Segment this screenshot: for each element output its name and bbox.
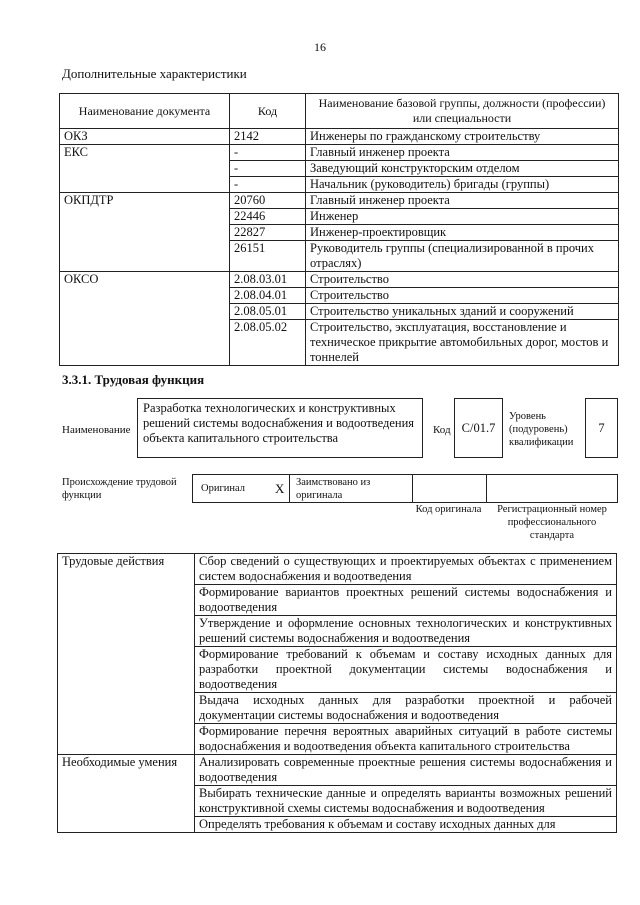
item-cell: Выдача исходных данных для разработки проектной и рабочей документации системы водоснабжения и водоотведения — [195, 693, 617, 724]
code-label: Код — [433, 424, 451, 436]
code-value: С/01.7 — [461, 421, 496, 435]
item-cell: Сбор сведений о существующих и проектируемых объектах с применением систем водоснабжения и водоотведения — [195, 554, 617, 585]
code-cell: - — [230, 145, 306, 161]
code-cell: 22446 — [230, 209, 306, 225]
borrowed-box — [289, 474, 413, 503]
code-cell: 2.08.05.02 — [230, 320, 306, 366]
name-cell: Главный инженер проекта — [306, 193, 619, 209]
table-row — [60, 145, 619, 161]
code-original-label: Код оригинала — [415, 504, 482, 515]
name-cell: Главный инженер проекта — [306, 145, 619, 161]
doc-cell: ОКСО — [60, 272, 230, 366]
doc-cell: ОКЗ — [60, 129, 230, 145]
code-cell: 22827 — [230, 225, 306, 241]
reg-number-box — [486, 474, 618, 503]
doc-cell: ЕКС — [60, 145, 230, 193]
code-original-box — [412, 474, 487, 503]
category-cell: Трудовые действия — [58, 554, 195, 755]
header-code: Код — [230, 94, 306, 129]
code-box — [454, 398, 503, 458]
code-cell: 2.08.04.01 — [230, 288, 306, 304]
original-mark: X — [275, 481, 285, 496]
name-cell: Строительство — [306, 272, 619, 288]
page-number: 16 — [314, 40, 326, 54]
name-label: Наименование — [62, 424, 131, 436]
name-cell: Руководитель группы (специализированной в прочих отраслях) — [306, 241, 619, 272]
name-cell: Инженер — [306, 209, 619, 225]
code-cell: 20760 — [230, 193, 306, 209]
code-cell: - — [230, 177, 306, 193]
origin-label: Происхождение трудовой функции — [62, 477, 177, 501]
borrowed-label: Заимствовано из оригинала — [296, 477, 371, 501]
table-row — [60, 129, 619, 145]
additional-characteristics-table — [59, 93, 619, 366]
item-cell: Формирование вариантов проектных решений системы водоснабжения и водоотведения — [195, 585, 617, 616]
name-cell: Начальник (руководитель) бригады (группы) — [306, 177, 619, 193]
original-label: Оригинал — [201, 483, 245, 494]
function-title: 3.3.1. Трудовая функция — [62, 372, 205, 387]
item-cell: Определять требования к объемам и составу исходных данных для — [195, 817, 617, 833]
table-row — [60, 272, 619, 288]
original-box — [192, 474, 290, 503]
function-details-table — [57, 553, 617, 833]
name-cell: Инженеры по гражданскому строительству — [306, 129, 619, 145]
header-name: Наименование базовой группы, должности (профессии) или специальности — [306, 94, 619, 129]
category-cell: Необходимые умения — [58, 755, 195, 833]
item-cell: Анализировать современные проектные решения системы водоснабжения и водоотведения — [195, 755, 617, 786]
code-cell: 26151 — [230, 241, 306, 272]
code-cell: - — [230, 161, 306, 177]
function-name-value: Разработка технологических и конструктивных решений системы водоснабжения и водоотведения объекта капитального строительства — [143, 401, 415, 445]
level-label: Уровень (подуровень) квалификации — [509, 411, 574, 448]
code-cell: 2.08.05.01 — [230, 304, 306, 320]
header-doc: Наименование документа — [60, 94, 230, 129]
name-cell: Инженер-проектировщик — [306, 225, 619, 241]
name-cell: Строительство, эксплуатация, восстановление и техническое прикрытие автомобильных дорог, мостов и тоннелей — [306, 320, 619, 366]
function-name-box — [137, 398, 423, 458]
name-cell: Заведующий конструкторским отделом — [306, 161, 619, 177]
item-cell: Формирование перечня вероятных аварийных ситуаций в работе системы водоснабжения и водоотведения объекта капитального строительства — [195, 724, 617, 755]
table-row — [58, 755, 617, 786]
section-heading: Дополнительные характеристики — [62, 66, 247, 81]
item-cell: Формирование требований к объемам и составу исходных данных для разработки проектной документации системы водоснабжения и водоотведения — [195, 647, 617, 693]
item-cell: Выбирать технические данные и определять варианты возможных решений конструктивной схемы системы водоснабжения и водоотведения — [195, 786, 617, 817]
level-value: 7 — [598, 421, 605, 435]
table-header-row — [60, 94, 619, 129]
item-cell: Утверждение и оформление основных технологических и конструктивных решений системы водоснабжения и водоотведения — [195, 616, 617, 647]
name-cell: Строительство уникальных зданий и сооружений — [306, 304, 619, 320]
table-row — [60, 193, 619, 209]
doc-cell: ОКПДТР — [60, 193, 230, 272]
level-box — [585, 398, 618, 458]
code-cell: 2.08.03.01 — [230, 272, 306, 288]
name-cell: Строительство — [306, 288, 619, 304]
code-cell: 2142 — [230, 129, 306, 145]
table-row — [58, 554, 617, 585]
reg-number-label: Регистрационный номер профессионального стандарта — [497, 504, 607, 541]
